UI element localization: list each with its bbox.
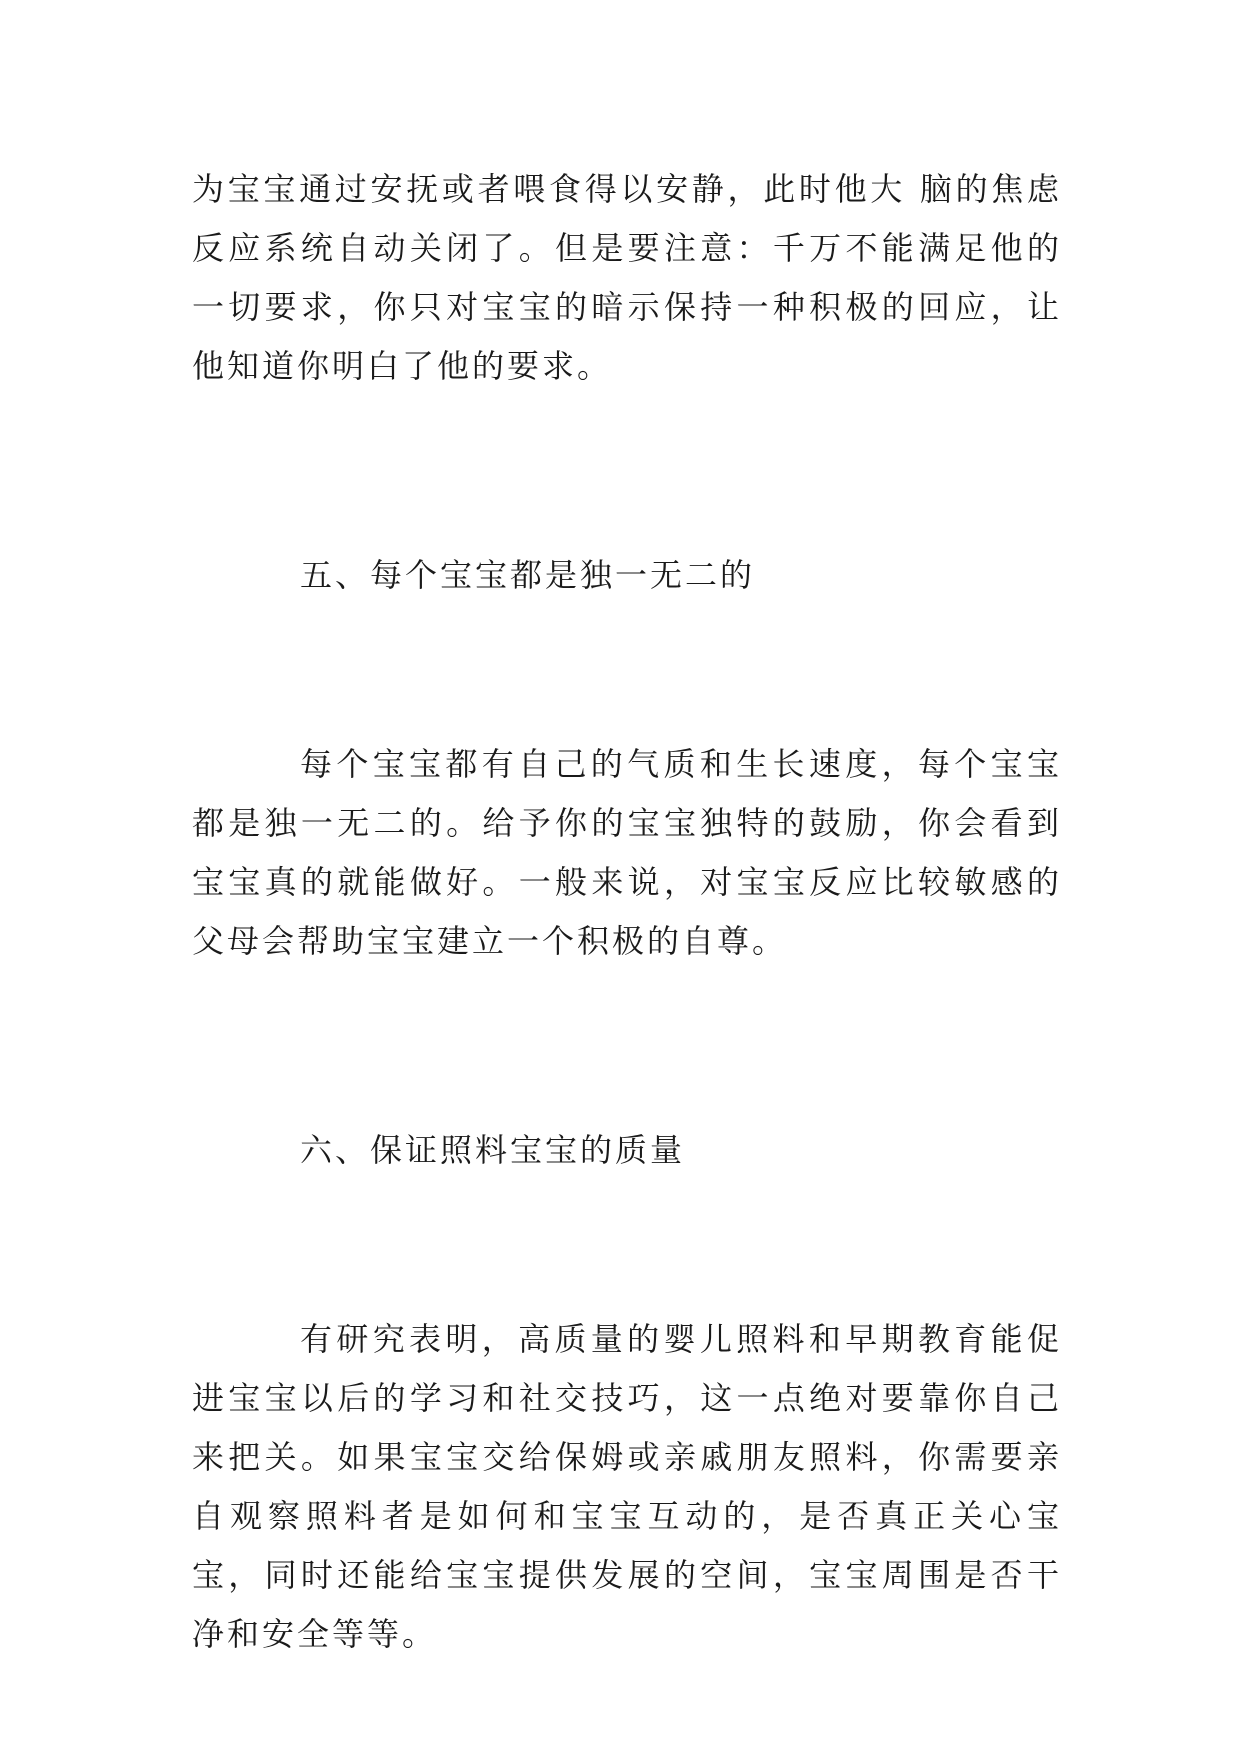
spacer	[192, 1180, 1062, 1310]
section-heading-five: 五、每个宝宝都是独一无二的	[300, 556, 756, 594]
document-body	[192, 160, 1062, 1664]
spacer	[192, 605, 1062, 735]
section-heading-six: 六、保证照料宝宝的质量	[300, 1131, 686, 1169]
paragraph-care-quality: 有研究表明，高质量的婴儿照料和早期教育能促进宝宝以后的学习和社交技巧，这一点绝对要靠你自己来把关。如果宝宝交给保姆或亲戚朋友照料，你需要亲自观察照料者是如何和宝宝互动的，是否真正关心宝宝，同时还能给宝宝提供发展的空间，宝宝周围是否干净和安全等等。	[192, 1320, 1062, 1653]
paragraph-unique-baby: 每个宝宝都有自己的气质和生长速度，每个宝宝都是独一无二的。给予你的宝宝独特的鼓励，你会看到宝宝真的就能做好。一般来说，对宝宝反应比较敏感的父母会帮助宝宝建立一个积极的自尊。	[192, 745, 1062, 960]
spacer	[192, 396, 1062, 546]
paragraph-continuation: 为宝宝通过安抚或者喂食得以安静，此时他大 脑的焦虑反应系统自动关闭了。但是要注意：千万不能满足他的一切要求，你只对宝宝的暗示保持一种积极的回应，让他知道你明白了他的要求。	[192, 170, 1062, 385]
spacer	[192, 971, 1062, 1121]
